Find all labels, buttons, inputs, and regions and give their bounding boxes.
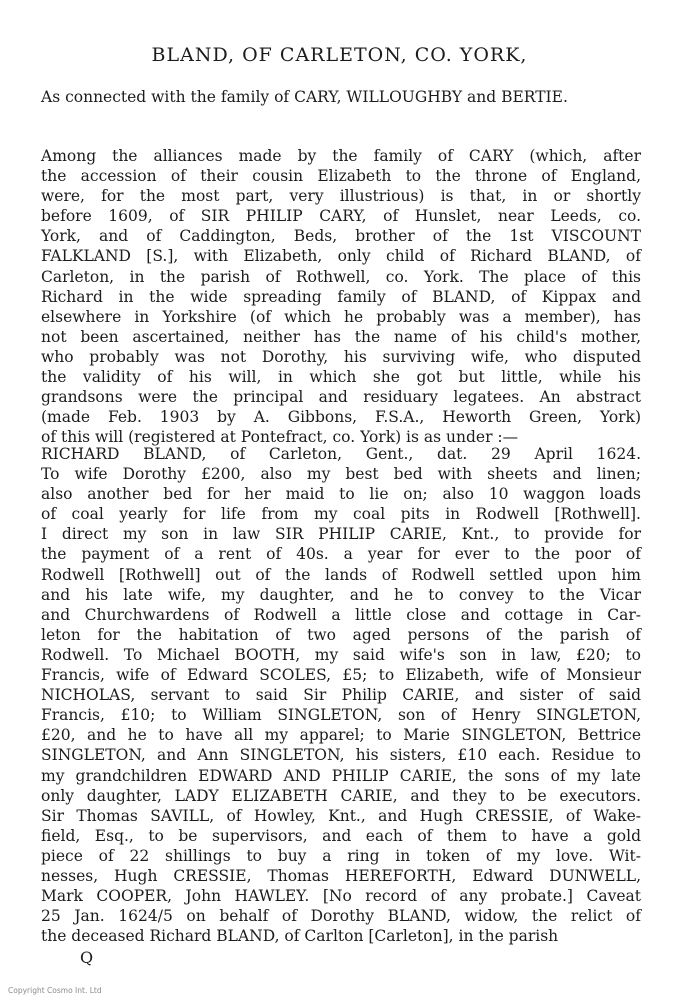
text-line: and his late wife, my daughter, and he to convey to the Vicar [41, 585, 641, 604]
text-line: before 1609, of SIR PHILIP CARY, of Hunslet, near Leeds, co. [41, 207, 641, 226]
text-line: and Churchwardens of Rodwell a little close and cottage in Car- [41, 605, 641, 624]
text-line: Carleton, in the parish of Rothwell, co. York. The place of this [41, 267, 641, 286]
text-line: the payment of a rent of 40s. a year for ever to the poor of [41, 545, 641, 564]
text-line: York, and of Caddington, Beds, brother of the 1st VISCOUNT [41, 227, 641, 246]
text-line: Rodwell. To Michael BOOTH, my said wife's son in law, £20; to [41, 645, 641, 664]
text-line: my grandchildren EDWARD AND PHILIP CARIE, the sons of my late [41, 766, 641, 785]
text-line: grandsons were the principal and residuary legatees. An abstract [41, 388, 641, 407]
text-line: leton for the habitation of two aged persons of the parish of [41, 625, 641, 644]
text-line: I direct my son in law SIR PHILIP CARIE, Knt., to provide for [41, 525, 641, 544]
text-line: (made Feb. 1903 by A. Gibbons, F.S.A., Heworth Green, York) [41, 408, 641, 427]
paragraph-will-abstract [41, 444, 641, 946]
text-line: of coal yearly for life from my coal pits in Rodwell [Rothwell]. [41, 505, 641, 524]
paragraph-introduction [41, 146, 641, 447]
page-title: BLAND, OF CARLETON, CO. YORK, [151, 44, 528, 66]
text-line: SINGLETON, and Ann SINGLETON, his sisters, £10 each. Residue to [41, 746, 641, 765]
text-line: piece of 22 shillings to buy a ring in token of my love. Wit- [41, 846, 641, 865]
text-line: Among the alliances made by the family of CARY (which, after [41, 147, 641, 165]
text-line: £20, and he to have all my apparel; to Marie SINGLETON, Bettrice [41, 726, 641, 745]
text-line: NICHOLAS, servant to said Sir Philip CARIE, and sister of said [41, 686, 641, 705]
text-line: also another bed for her maid to lie on; also 10 waggon loads [41, 485, 641, 504]
text-line: Francis, wife of Edward SCOLES, £5; to Elizabeth, wife of Monsieur [41, 666, 641, 685]
text-line: the validity of his will, in which she got but little, while his [41, 368, 641, 387]
text-line: Francis, £10; to William SINGLETON, son of Henry SINGLETON, [41, 706, 641, 725]
text-line: only daughter, LADY ELIZABETH CARIE, and they to be executors. [41, 786, 641, 805]
text-line: Rodwell [Rothwell] out of the lands of Rodwell settled upon him [41, 565, 641, 584]
folio-signature: Q [80, 948, 94, 967]
text-line: To wife Dorothy £200, also my best bed with sheets and linen; [41, 465, 641, 484]
text-line: field, Esq., to be supervisors, and each of them to have a gold [41, 826, 641, 845]
text-line: 25 Jan. 1624/5 on behalf of Dorothy BLAND, widow, the relict of [41, 907, 641, 926]
text-line: of this will (registered at Pontefract, co. York) is as under :— [41, 428, 519, 447]
text-line: the accession of their cousin Elizabeth to the throne of England, [41, 167, 641, 186]
text-line: Richard in the wide spreading family of BLAND, of Kippax and [41, 287, 641, 306]
text-line: Sir Thomas SAVILL, of Howley, Knt., and Hugh CRESSIE, of Wake- [41, 806, 641, 825]
page-subtitle: As connected with the family of CARY, WILLOUGHBY and BERTIE. [41, 88, 568, 106]
text-line: the deceased Richard BLAND, of Carlton [Carleton], in the parish [41, 927, 559, 946]
copyright-watermark: Copyright Cosmo Int. Ltd [8, 986, 102, 995]
text-line: Mark COOPER, John HAWLEY. [No record of any probate.] Caveat [41, 887, 641, 906]
text-line: elsewhere in Yorkshire (of which he probably was a member), has [41, 307, 641, 326]
text-line: not been ascertained, neither has the name of his child's mother, [41, 327, 641, 346]
text-line: nesses, Hugh CRESSIE, Thomas HEREFORTH, Edward DUNWELL, [41, 866, 641, 885]
text-line: were, for the most part, very illustrious) is that, in or shortly [41, 187, 641, 206]
text-line: FALKLAND [S.], with Elizabeth, only child of Richard BLAND, of [41, 247, 641, 266]
text-line: RICHARD BLAND, of Carleton, Gent., dat. 29 April 1624. [41, 445, 641, 463]
text-line: who probably was not Dorothy, his surviving wife, who disputed [41, 347, 641, 366]
